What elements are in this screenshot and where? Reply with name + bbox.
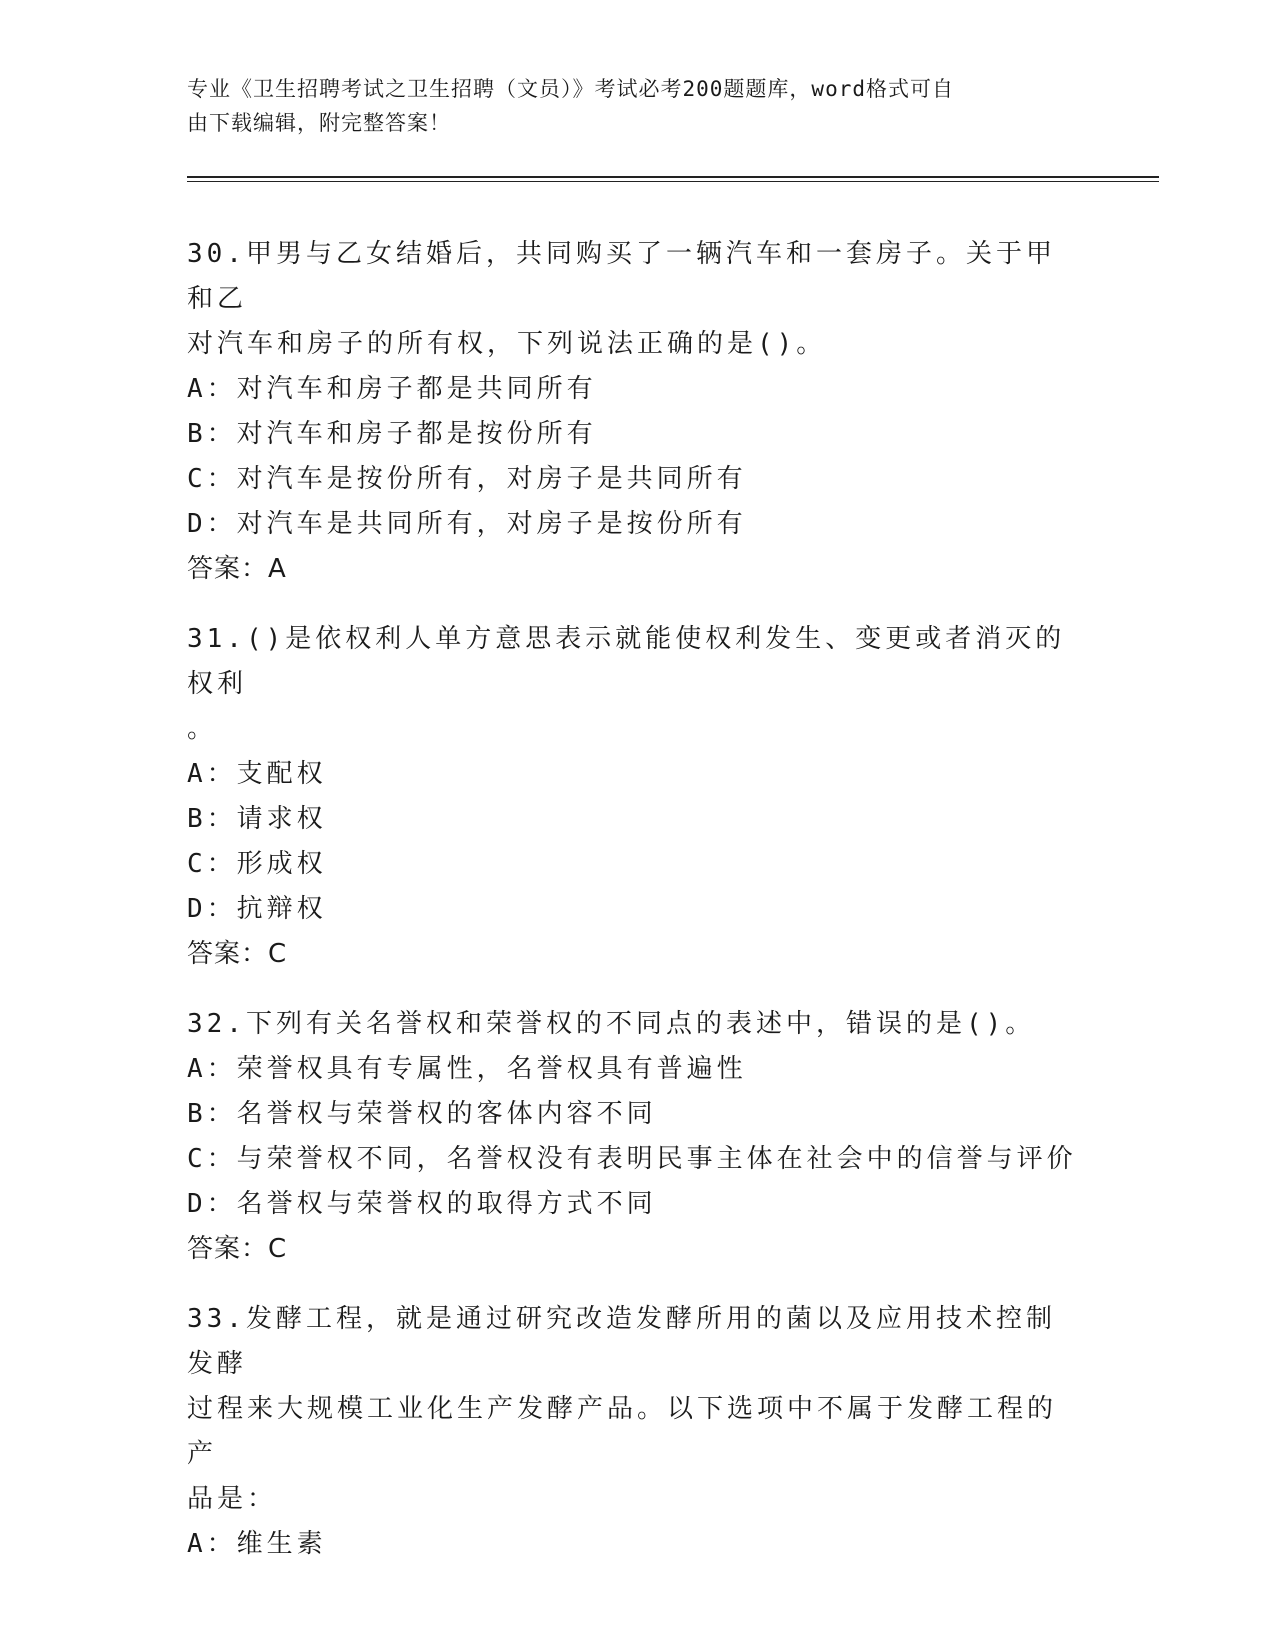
header-line-1: 专业《卫生招聘考试之卫生招聘（文员）》考试必考200题题库，word格式可自 (187, 77, 954, 101)
answer-key: 答案：C (187, 1234, 288, 1264)
answer-option (187, 842, 1077, 887)
option-text: 对汽车是共同所有，对房子是按份所有 (236, 509, 747, 539)
option-letter: A： (187, 1054, 237, 1084)
answer-key: 答案：C (187, 939, 288, 969)
option-text: 名誉权与荣誉权的取得方式不同 (236, 1189, 657, 1219)
option-letter: D： (187, 1189, 237, 1219)
option-letter: C： (187, 849, 237, 879)
header-divider-thin (187, 181, 1159, 182)
option-text: 请求权 (236, 804, 327, 834)
answer-option (187, 752, 1077, 797)
option-text: 维生素 (236, 1529, 327, 1559)
answer-option (187, 457, 1077, 502)
option-text: 抗辩权 (236, 894, 327, 924)
question-text-line: 31.()是依权利人单方意思表示就能使权利发生、变更或者消灭的权利 (187, 624, 1066, 699)
option-text: 荣誉权具有专属性，名誉权具有普遍性 (236, 1054, 747, 1084)
option-letter: A： (187, 374, 237, 404)
option-letter: A： (187, 759, 237, 789)
question-block (187, 232, 1077, 592)
question-text-line: 33.发酵工程，就是通过研究改造发酵所用的菌以及应用技术控制发酵 (187, 1304, 1056, 1379)
question-text-line: 品是： (187, 1484, 278, 1514)
option-letter: D： (187, 894, 237, 924)
option-text: 形成权 (236, 849, 327, 879)
option-letter: A： (187, 1529, 237, 1559)
question-text-line: 32.下列有关名誉权和荣誉权的不同点的表述中，错误的是()。 (187, 1009, 1036, 1039)
question-block (187, 1002, 1077, 1272)
answer-option (187, 367, 1077, 412)
answer-option (187, 1137, 1077, 1182)
question-text-line: 对汽车和房子的所有权，下列说法正确的是()。 (187, 329, 827, 359)
option-letter: C： (187, 1144, 237, 1174)
option-letter: B： (187, 419, 237, 449)
question-list (187, 232, 1077, 1592)
option-letter: B： (187, 804, 237, 834)
option-letter: D： (187, 509, 237, 539)
answer-option (187, 502, 1077, 547)
option-text: 对汽车和房子都是按份所有 (236, 419, 597, 449)
answer-key: 答案：A (187, 554, 287, 584)
question-block (187, 617, 1077, 977)
option-text: 与荣誉权不同，名誉权没有表明民事主体在社会中的信誉与评价 (236, 1144, 1077, 1174)
question-text-line: 过程来大规模工业化生产发酵产品。以下选项中不属于发酵工程的产 (187, 1394, 1058, 1469)
answer-option (187, 887, 1077, 932)
header-divider-thick (187, 176, 1159, 178)
header-line-2: 由下载编辑，附完整答案！ (187, 111, 451, 135)
option-text: 对汽车和房子都是共同所有 (236, 374, 597, 404)
document-header (187, 72, 1067, 140)
question-text-line: 。 (187, 714, 218, 744)
option-letter: C： (187, 464, 237, 494)
answer-option (187, 1092, 1077, 1137)
answer-option (187, 1047, 1077, 1092)
option-letter: B： (187, 1099, 237, 1129)
option-text: 支配权 (236, 759, 327, 789)
answer-option (187, 1182, 1077, 1227)
answer-option (187, 797, 1077, 842)
question-block (187, 1297, 1077, 1567)
option-text: 名誉权与荣誉权的客体内容不同 (236, 1099, 657, 1129)
answer-option (187, 412, 1077, 457)
question-text-line: 30.甲男与乙女结婚后，共同购买了一辆汽车和一套房子。关于甲和乙 (187, 239, 1056, 314)
answer-option (187, 1522, 1077, 1567)
option-text: 对汽车是按份所有，对房子是共同所有 (236, 464, 747, 494)
